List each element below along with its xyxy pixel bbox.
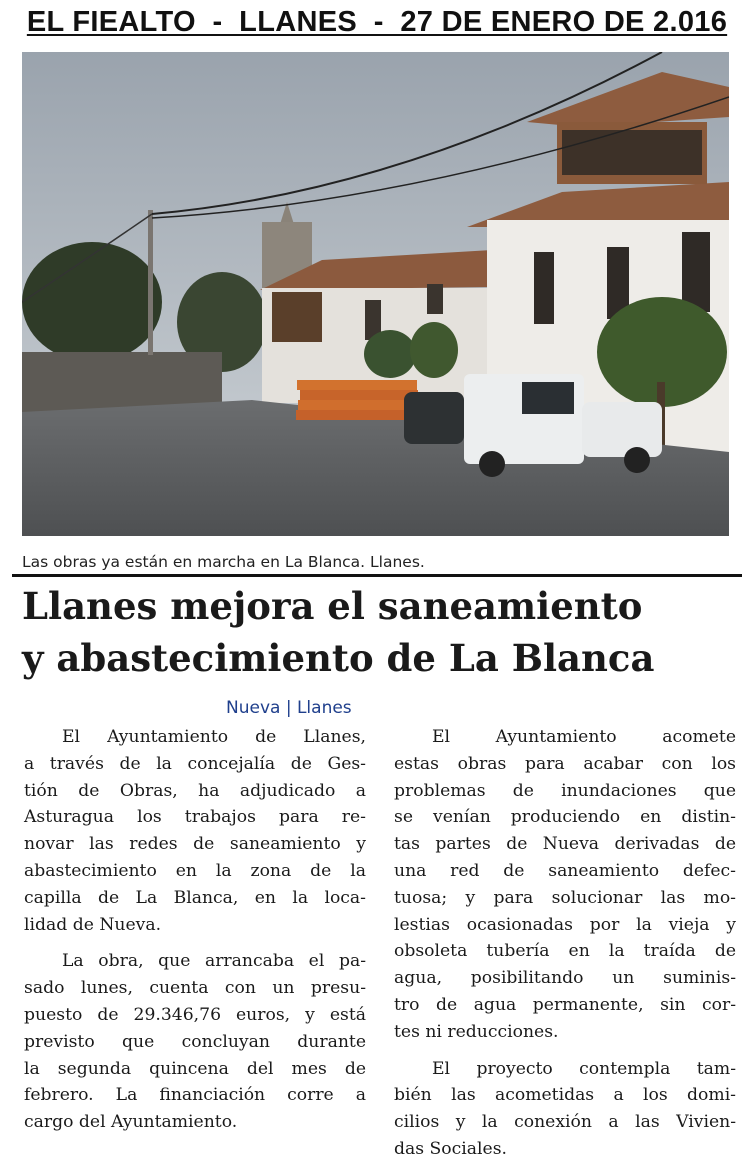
body-text-line: sado lunes, cuenta con un presu- [24,978,366,999]
body-text-line: abastecimiento en la zona de la [24,860,366,881]
body-text-line: cargo del Ayuntamiento. [24,1112,238,1133]
article-column-right [394,724,736,1163]
body-text-line: das Sociales. [394,1138,507,1159]
headline-line: Llanes mejora el saneamiento [22,584,643,628]
body-text-line: capilla de La Blanca, en la loca- [24,887,366,908]
body-text-line: cilios y la conexión a las Vivien- [394,1112,736,1133]
body-text-line: una red de saneamiento defec- [394,860,736,881]
body-text-line: lidad de Nueva. [24,914,162,935]
body-text-line: tuosa; y para solucionar las mo- [394,887,736,908]
body-text-line: lestias ocasionadas por la vieja y [394,914,736,935]
body-text-line: tes ni reducciones. [394,1021,559,1042]
paragraph-gap [394,1046,736,1056]
article-headline [22,580,742,684]
body-text-line: problemas de inundaciones que [394,780,736,801]
body-text-line: tas partes de Nueva derivadas de [394,834,736,855]
body-text-line: El Ayuntamiento de Llanes, [62,727,366,747]
headline-line: y abastecimiento de La Blanca [22,636,655,680]
body-text-line: a través de la concejalía de Ges- [24,753,366,774]
header-title: EL FIEALTO - LLANES - 27 DE ENERO DE 2.016 [26,6,728,38]
body-text-line: agua, posibilitando un suminis- [394,968,736,989]
body-text-line: la segunda quincena del mes de [24,1058,366,1079]
body-text-line: Asturagua los trabajos para re- [24,807,366,828]
article-photo [22,52,729,536]
body-text-line: se venían produciendo en distin- [394,807,736,828]
body-text-line: bién las acometidas a los domi- [394,1085,736,1106]
body-text-line: obsoleta tubería en la traída de [394,941,736,962]
body-text-line: El Ayuntamiento acomete [432,727,736,747]
body-text-line: puesto de 29.346,76 euros, y está [24,1004,366,1025]
body-text-line: febrero. La financiación corre a [24,1085,366,1106]
photo-caption: Las obras ya están en marcha en La Blanca. Llanes. [22,553,425,571]
body-text-line: La obra, que arrancaba el pa- [62,951,366,972]
page-header [0,6,754,39]
body-text-line: El proyecto contempla tam- [432,1058,736,1079]
body-text-line: tión de Obras, ha adjudicado a [24,780,366,801]
body-text-line: estas obras para acabar con los [394,753,736,774]
divider-rule [12,574,742,577]
body-text-line: novar las redes de saneamiento y [24,834,366,855]
body-text-line: previsto que concluyan durante [24,1031,366,1052]
paragraph-gap [24,938,366,948]
body-text-line: tro de agua permanente, sin cor- [394,994,736,1015]
article-byline: Nueva | Llanes [226,698,352,718]
article-column-left [24,724,366,1136]
